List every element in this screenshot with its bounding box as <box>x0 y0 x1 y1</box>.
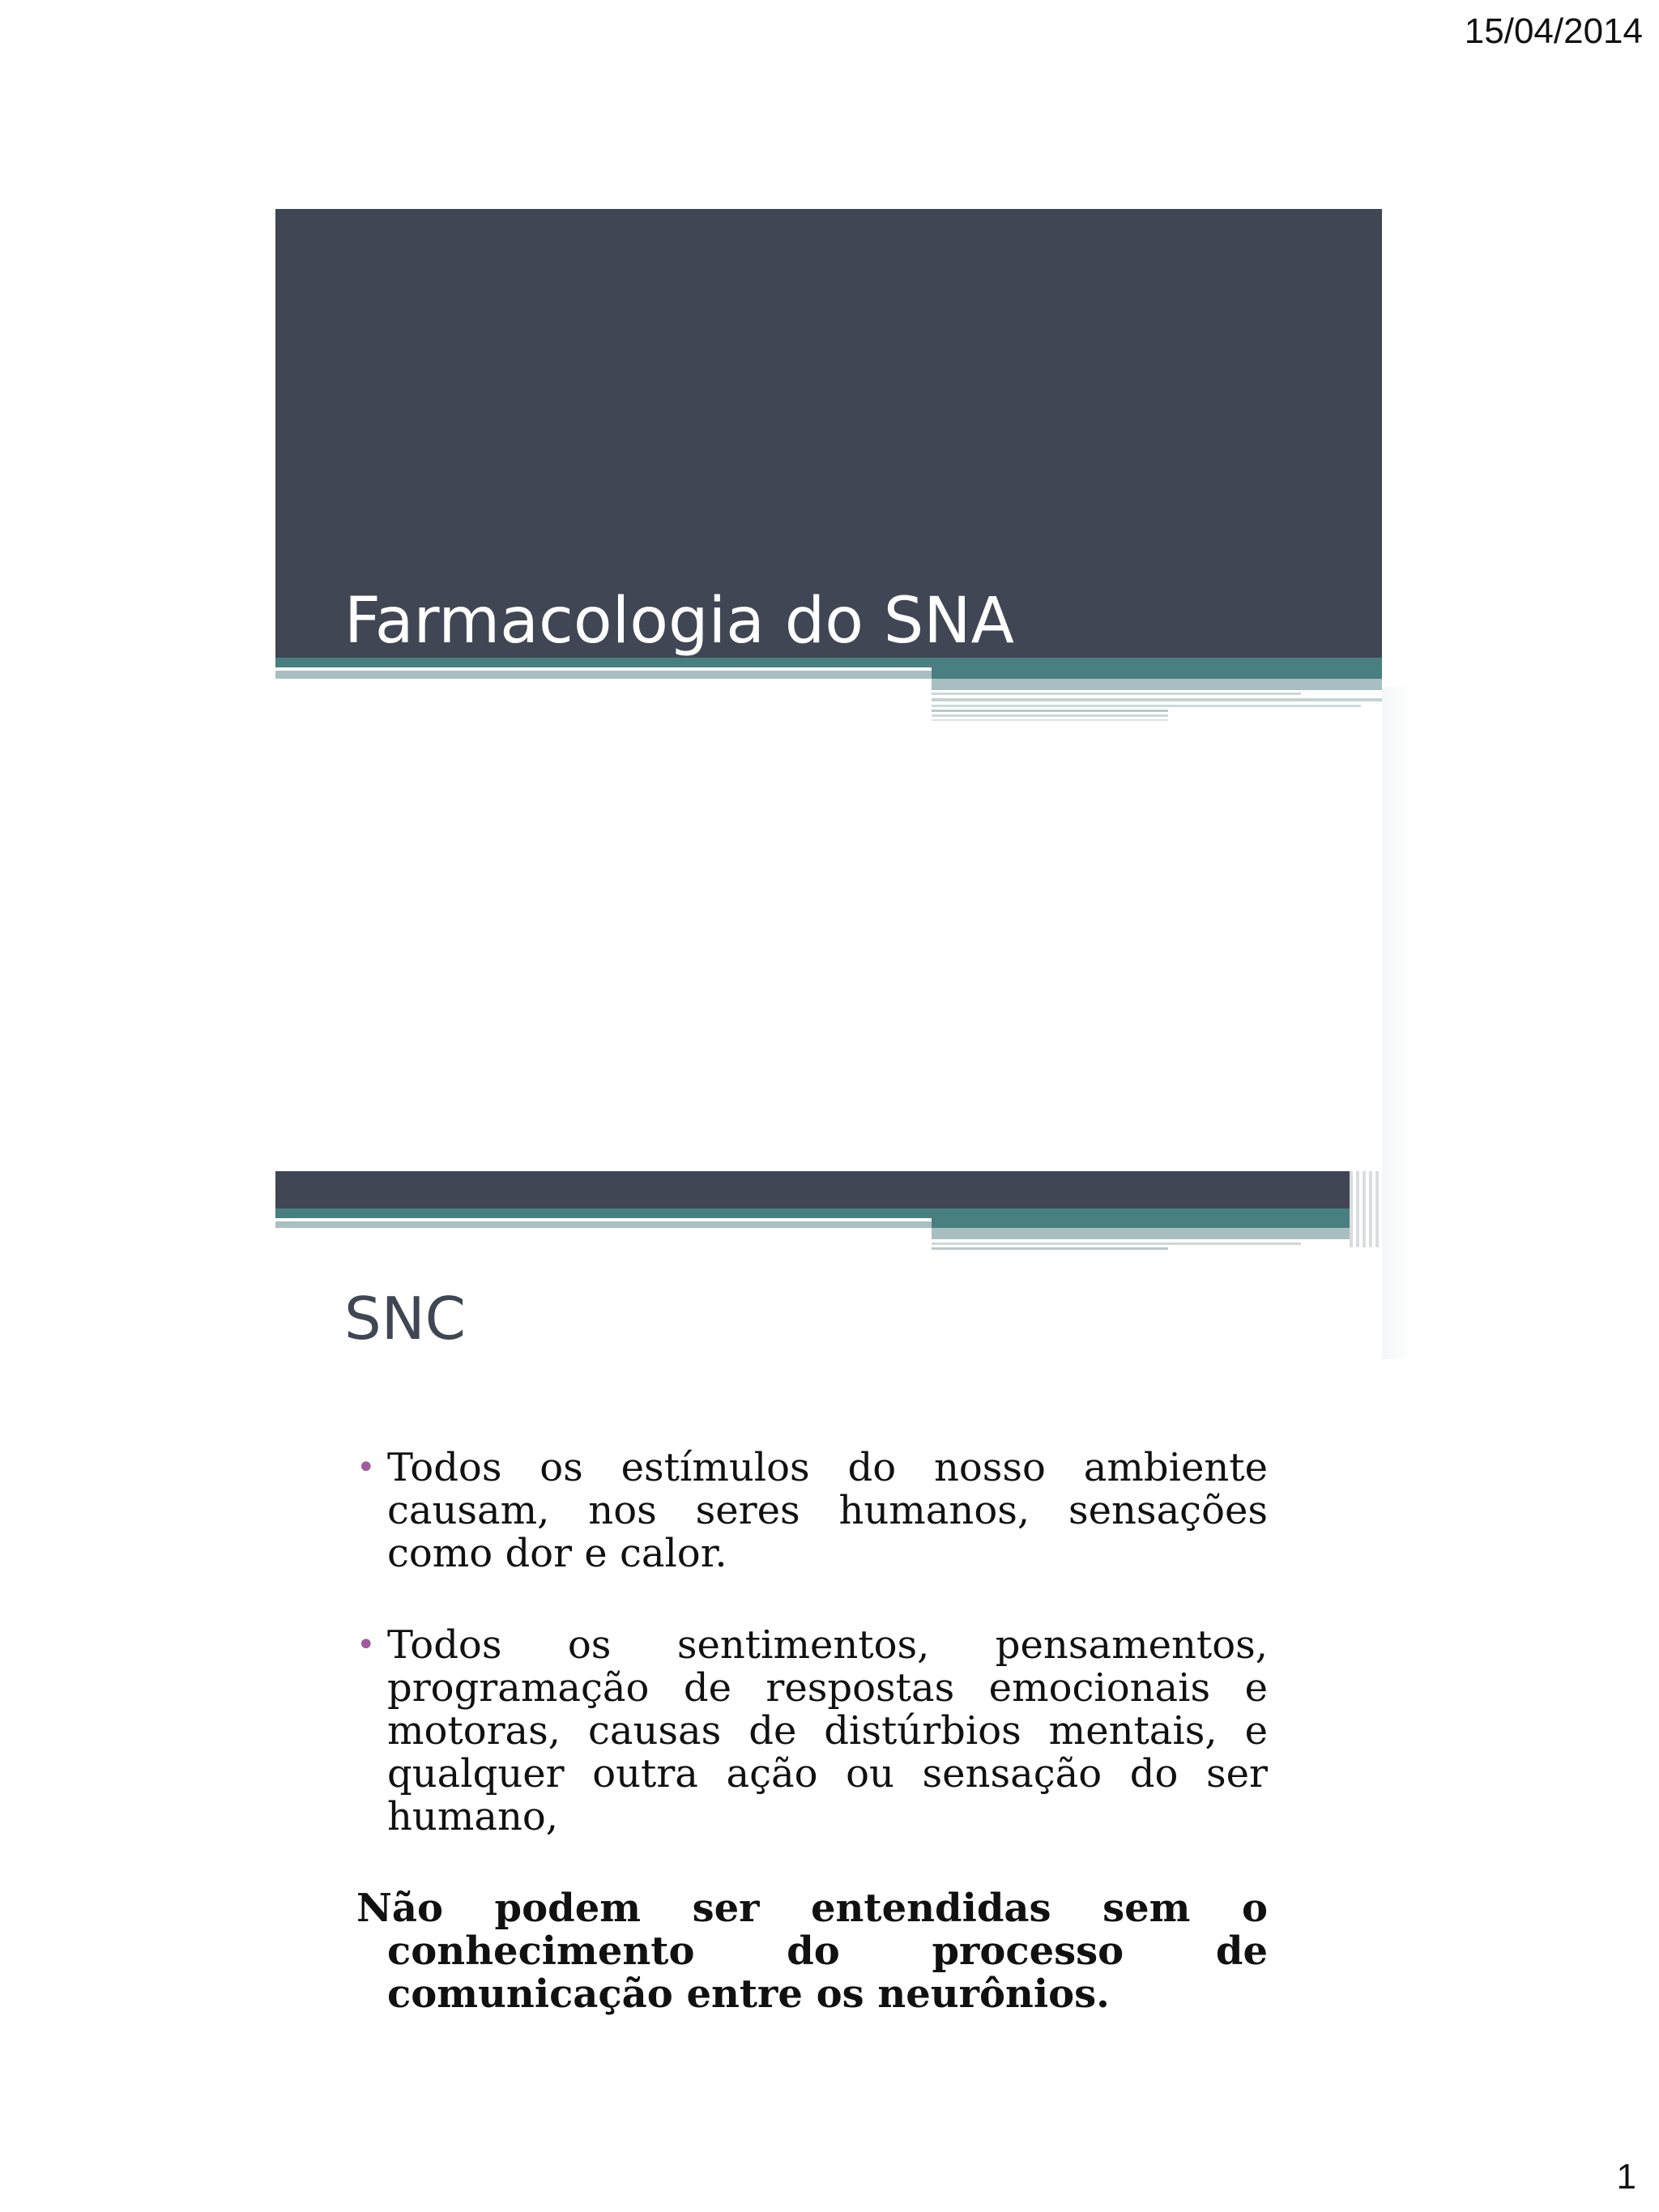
pale-band-right <box>932 1228 1382 1239</box>
divider-line <box>932 714 1168 717</box>
slide-2-body <box>356 1447 1268 2016</box>
bullet-item <box>356 1447 1268 1575</box>
pale-band-right <box>932 679 1382 690</box>
conclusion-text: Não podem ser entendidas sem o conhecimento do processo de comunicação entre os neurônios. <box>356 1886 1268 2017</box>
divider-line <box>932 693 1301 695</box>
bullet-item <box>356 1624 1268 1839</box>
slide-2 <box>275 1171 1382 2030</box>
divider-line <box>932 698 1382 701</box>
page-number: 1 <box>1616 2157 1636 2197</box>
header-band <box>275 1171 1382 1208</box>
divider-line <box>932 705 1361 707</box>
pale-band-left <box>275 1221 932 1228</box>
slide-shadow <box>1382 687 1414 1359</box>
divider-line <box>932 1242 1301 1245</box>
bullet-text: Todos os estímulos do nosso ambiente causam, nos seres humanos, sensações como dor e calor. <box>387 1445 1268 1576</box>
teal-band-right <box>932 1218 1382 1228</box>
header-stripes <box>1350 1171 1382 1247</box>
bullet-dot-icon: • <box>356 1626 376 1664</box>
page-date: 15/04/2014 <box>1464 11 1643 51</box>
slide-1-title: Farmacologia do SNA <box>344 585 1014 658</box>
divider-line <box>932 719 1168 721</box>
pale-band-left <box>275 671 932 679</box>
bullet-text: Todos os sentimentos, pensamentos, programação de respostas emocionais e motoras, causas de distúrbios mentais, e qualquer outra ação ou sensação do ser humano, <box>387 1622 1268 1839</box>
slide-2-title: SNC <box>344 1285 466 1353</box>
teal-band-right <box>932 667 1382 679</box>
bullet-dot-icon: • <box>356 1449 376 1486</box>
divider-line <box>932 1247 1168 1250</box>
slide-1 <box>275 209 1382 1170</box>
teal-band <box>275 1208 1382 1218</box>
divider-line <box>932 710 1168 712</box>
teal-band <box>275 658 1382 667</box>
